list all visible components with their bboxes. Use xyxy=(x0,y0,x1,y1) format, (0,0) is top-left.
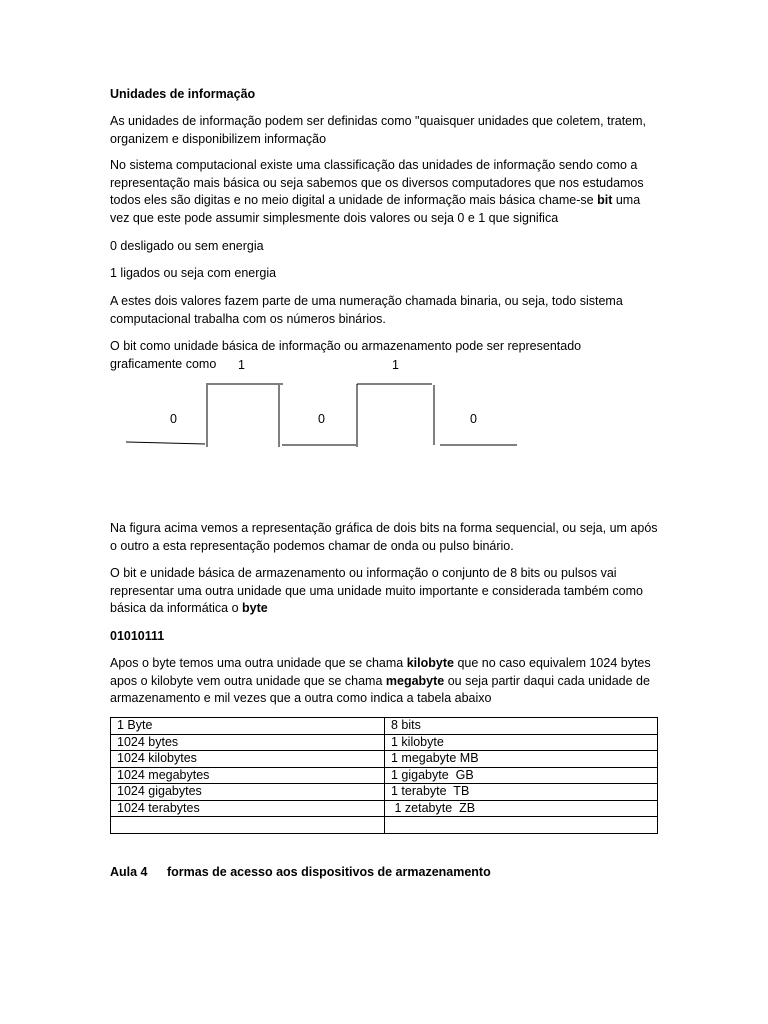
lesson-heading xyxy=(110,864,660,882)
table-cell xyxy=(385,817,658,834)
wave-label-high: 1 xyxy=(238,358,245,372)
bit-term: bit xyxy=(597,193,613,207)
figure-paragraph: Na figura acima vemos a representação gráfica de dois bits na forma sequencial, ou seja, um após o outro a esta representação podemos chamar de onda ou pulso binário. xyxy=(110,521,658,553)
bit-paragraph-text: No sistema computacional existe uma classificação das unidades de informação sendo como a representação mais básica ou seja sabemos que os diversos computadores que nos estudamos todos eles são digitas e no meio digital a unidade de informação mais básica chame-se xyxy=(110,158,644,207)
table-row xyxy=(111,734,658,751)
bit-paragraph-text-end: uma vez que este pode assumir simplesmente dois valores ou seja 0 e 1 que significa xyxy=(110,193,641,225)
pulse-low-segment xyxy=(126,442,205,444)
byte-paragraph xyxy=(110,565,660,618)
kilobyte-paragraph xyxy=(110,655,660,708)
table-row xyxy=(111,751,658,768)
wave-label-high: 1 xyxy=(392,358,399,372)
table-cell: 1 gigabyte GB xyxy=(385,767,658,784)
lesson-topic: formas de acesso aos dispositivos de armazenamento xyxy=(167,865,491,879)
table-cell: 1 terabyte TB xyxy=(385,784,658,801)
wave-label-low: 0 xyxy=(170,412,177,426)
table-row xyxy=(111,718,658,735)
page-title: Unidades de informação xyxy=(110,87,256,101)
table-cell: 1024 gigabytes xyxy=(111,784,385,801)
table-cell: 1024 bytes xyxy=(111,734,385,751)
kilobyte-paragraph-text: Apos o byte temos uma outra unidade que se chama xyxy=(110,656,407,670)
one-meaning-line: 1 ligados ou seja com energia xyxy=(110,266,277,280)
kilobyte-paragraph-text: que no caso equivalem 1024 bytes apos o kilobyte vem outra unidade que se chama xyxy=(110,656,651,688)
table-cell: 1024 megabytes xyxy=(111,767,385,784)
intro-paragraph: As unidades de informação podem ser definidas como "quaisquer unidades que coletem, tratem, organizem e disponibilizem informação xyxy=(110,114,646,146)
units-table xyxy=(110,717,658,834)
binary-paragraph: A estes dois valores fazem parte de uma numeração chamada binaria, ou seja, todo sistema computacional trabalha com os números binários. xyxy=(110,294,623,326)
table-row xyxy=(111,767,658,784)
table-cell: 1 Byte xyxy=(111,718,385,735)
byte-paragraph-text: O bit e unidade básica de armazenamento ou informação o conjunto de 8 bits ou pulsos vai representar uma outra unidade que uma unidade muito importante e considerada também como básica da informática o xyxy=(110,566,643,615)
zero-meaning-line: 0 desligado ou sem energia xyxy=(110,239,264,253)
table-cell: 1 megabyte MB xyxy=(385,751,658,768)
byte-term: byte xyxy=(242,601,268,615)
graphic-intro-line-2: graficamente como xyxy=(110,357,217,371)
table-cell: 1 zetabyte ZB xyxy=(385,800,658,817)
kilobyte-paragraph-text: ou seja partir daqui cada unidade de armazenamento e mil vezes que a outra como indica a tabela abaixo xyxy=(110,673,650,705)
table-cell: 8 bits xyxy=(385,718,658,735)
byte-example: 01010111 xyxy=(110,629,165,643)
table-cell: 1 kilobyte xyxy=(385,734,658,751)
table-row xyxy=(111,784,658,801)
wave-label-low: 0 xyxy=(318,412,325,426)
lesson-number: Aula 4 xyxy=(110,865,148,879)
table-row xyxy=(111,817,658,834)
megabyte-term: megabyte xyxy=(385,673,445,688)
table-cell xyxy=(111,817,385,834)
table-cell: 1024 terabytes xyxy=(111,800,385,817)
graphic-intro-line: O bit como unidade básica de informação ou armazenamento pode ser representado xyxy=(110,339,582,353)
kilobyte-term: kilobyte xyxy=(406,656,454,670)
table-cell: 1024 kilobytes xyxy=(111,751,385,768)
wave-label-low: 0 xyxy=(470,412,477,426)
table-row xyxy=(111,800,658,817)
